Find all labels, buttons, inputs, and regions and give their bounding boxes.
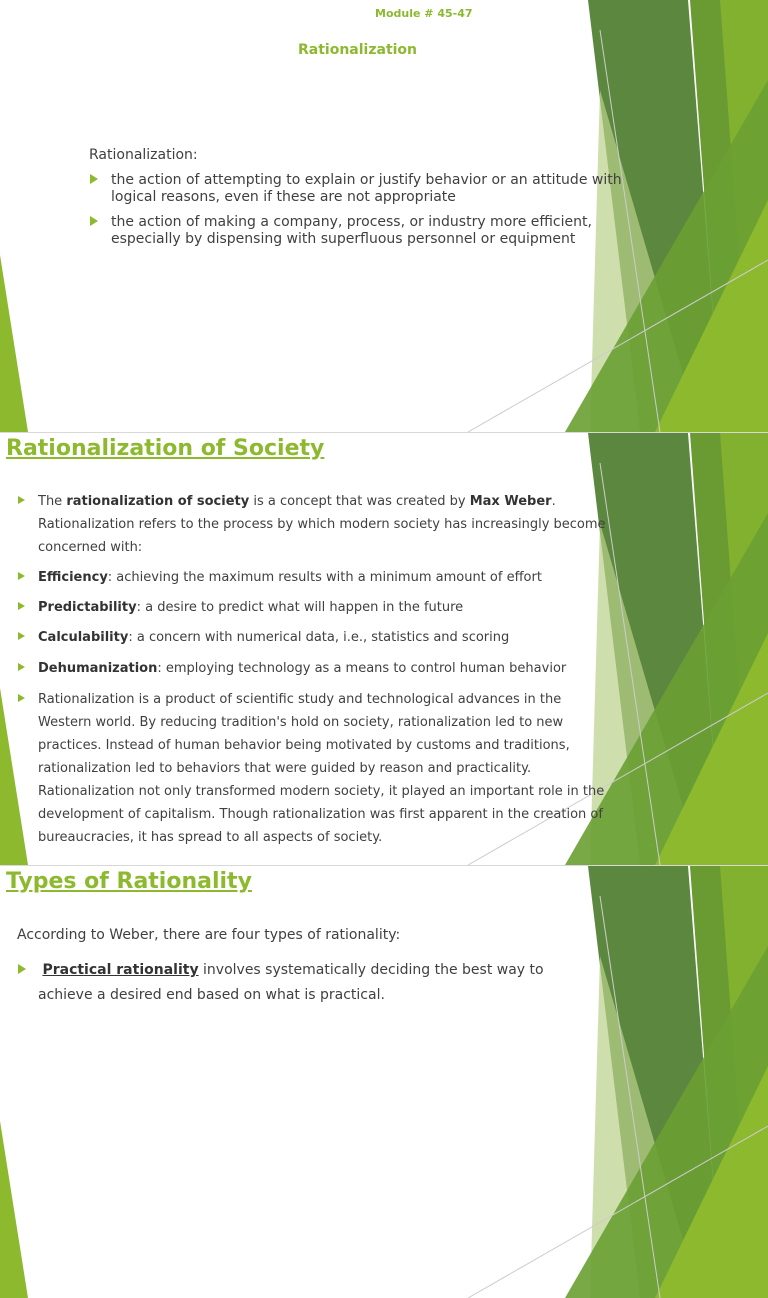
slide-title: Rationalization (298, 42, 418, 58)
slide-types-of-rationality (0, 866, 768, 1298)
term-practical-rationality: Practical rationality (42, 962, 199, 978)
definition-predictability (38, 596, 610, 619)
person-max-weber: Max Weber (469, 494, 552, 509)
term-rationalization-of-society: rationalization of society (66, 494, 250, 509)
term-label: Efficiency (38, 570, 108, 585)
definition-dehumanization (38, 657, 610, 680)
definition-calculability (38, 626, 610, 649)
rationalization-paragraph: Rationalization is a product of scientific study and technological advances in the Western world. By reducing tradition's hold on society, rationalization led to new practices. Instead of human behavior being motivated by customs and traditions, rationalization led to behaviors that were guided by reason and practicality. Rationalization not only transformed modern society, it played an important role in the development of capitalism. Though rationalization was first apparent in the creation of bureaucracies, it has spread to all aspects of society. (38, 692, 605, 845)
slide-rationalization (0, 0, 768, 432)
term-text: : employing technology as a means to control human behavior (157, 661, 567, 676)
bullet-arrow-icon (90, 174, 98, 184)
term-text: : a desire to predict what will happen in the future (136, 600, 464, 615)
intro-post: . Rationalization refers to the process by which modern society has increasingly become concerned with: (38, 494, 606, 555)
bullet-arrow-icon (90, 216, 98, 226)
bullet-arrow-icon (18, 663, 25, 671)
term-text: : achieving the maximum results with a minimum amount of effort (107, 570, 542, 585)
bullet-arrow-icon (18, 572, 25, 580)
term-label: Dehumanization (38, 661, 158, 676)
term-label: Calculability (38, 630, 129, 645)
module-label: Module # 45-47 (375, 7, 473, 20)
slide-title: Rationalization of Society (6, 436, 325, 461)
term-text: involves systematically deciding the best way to achieve a desired end based on what is practical. (38, 962, 544, 1003)
definition-item: the action of making a company, process, or industry more efficient, especially by dispensing with superfluous personnel or equipment (111, 214, 592, 247)
intro-mid: is a concept that was created by (249, 494, 470, 509)
bullet-arrow-icon (18, 964, 26, 974)
slide-title: Types of Rationality (6, 869, 252, 894)
definition-heading: Rationalization: (89, 147, 198, 163)
definition-item: the action of attempting to explain or justify behavior or an attitude with logical reasons, even if these are not appropriate (111, 172, 622, 205)
definition-efficiency (38, 566, 610, 589)
slide-rationalization-of-society (0, 433, 768, 865)
bullet-arrow-icon (18, 496, 25, 504)
bullet-arrow-icon (18, 602, 25, 610)
intro-text: According to Weber, there are four types of rationality: (17, 927, 401, 943)
bullet-arrow-icon (18, 632, 25, 640)
term-label: Predictability (38, 600, 137, 615)
intro-item (38, 490, 610, 559)
term-text: : a concern with numerical data, i.e., statistics and scoring (128, 630, 510, 645)
intro-pre: The (38, 494, 67, 509)
rationality-type-item (38, 958, 578, 1008)
bullet-arrow-icon (18, 694, 25, 702)
